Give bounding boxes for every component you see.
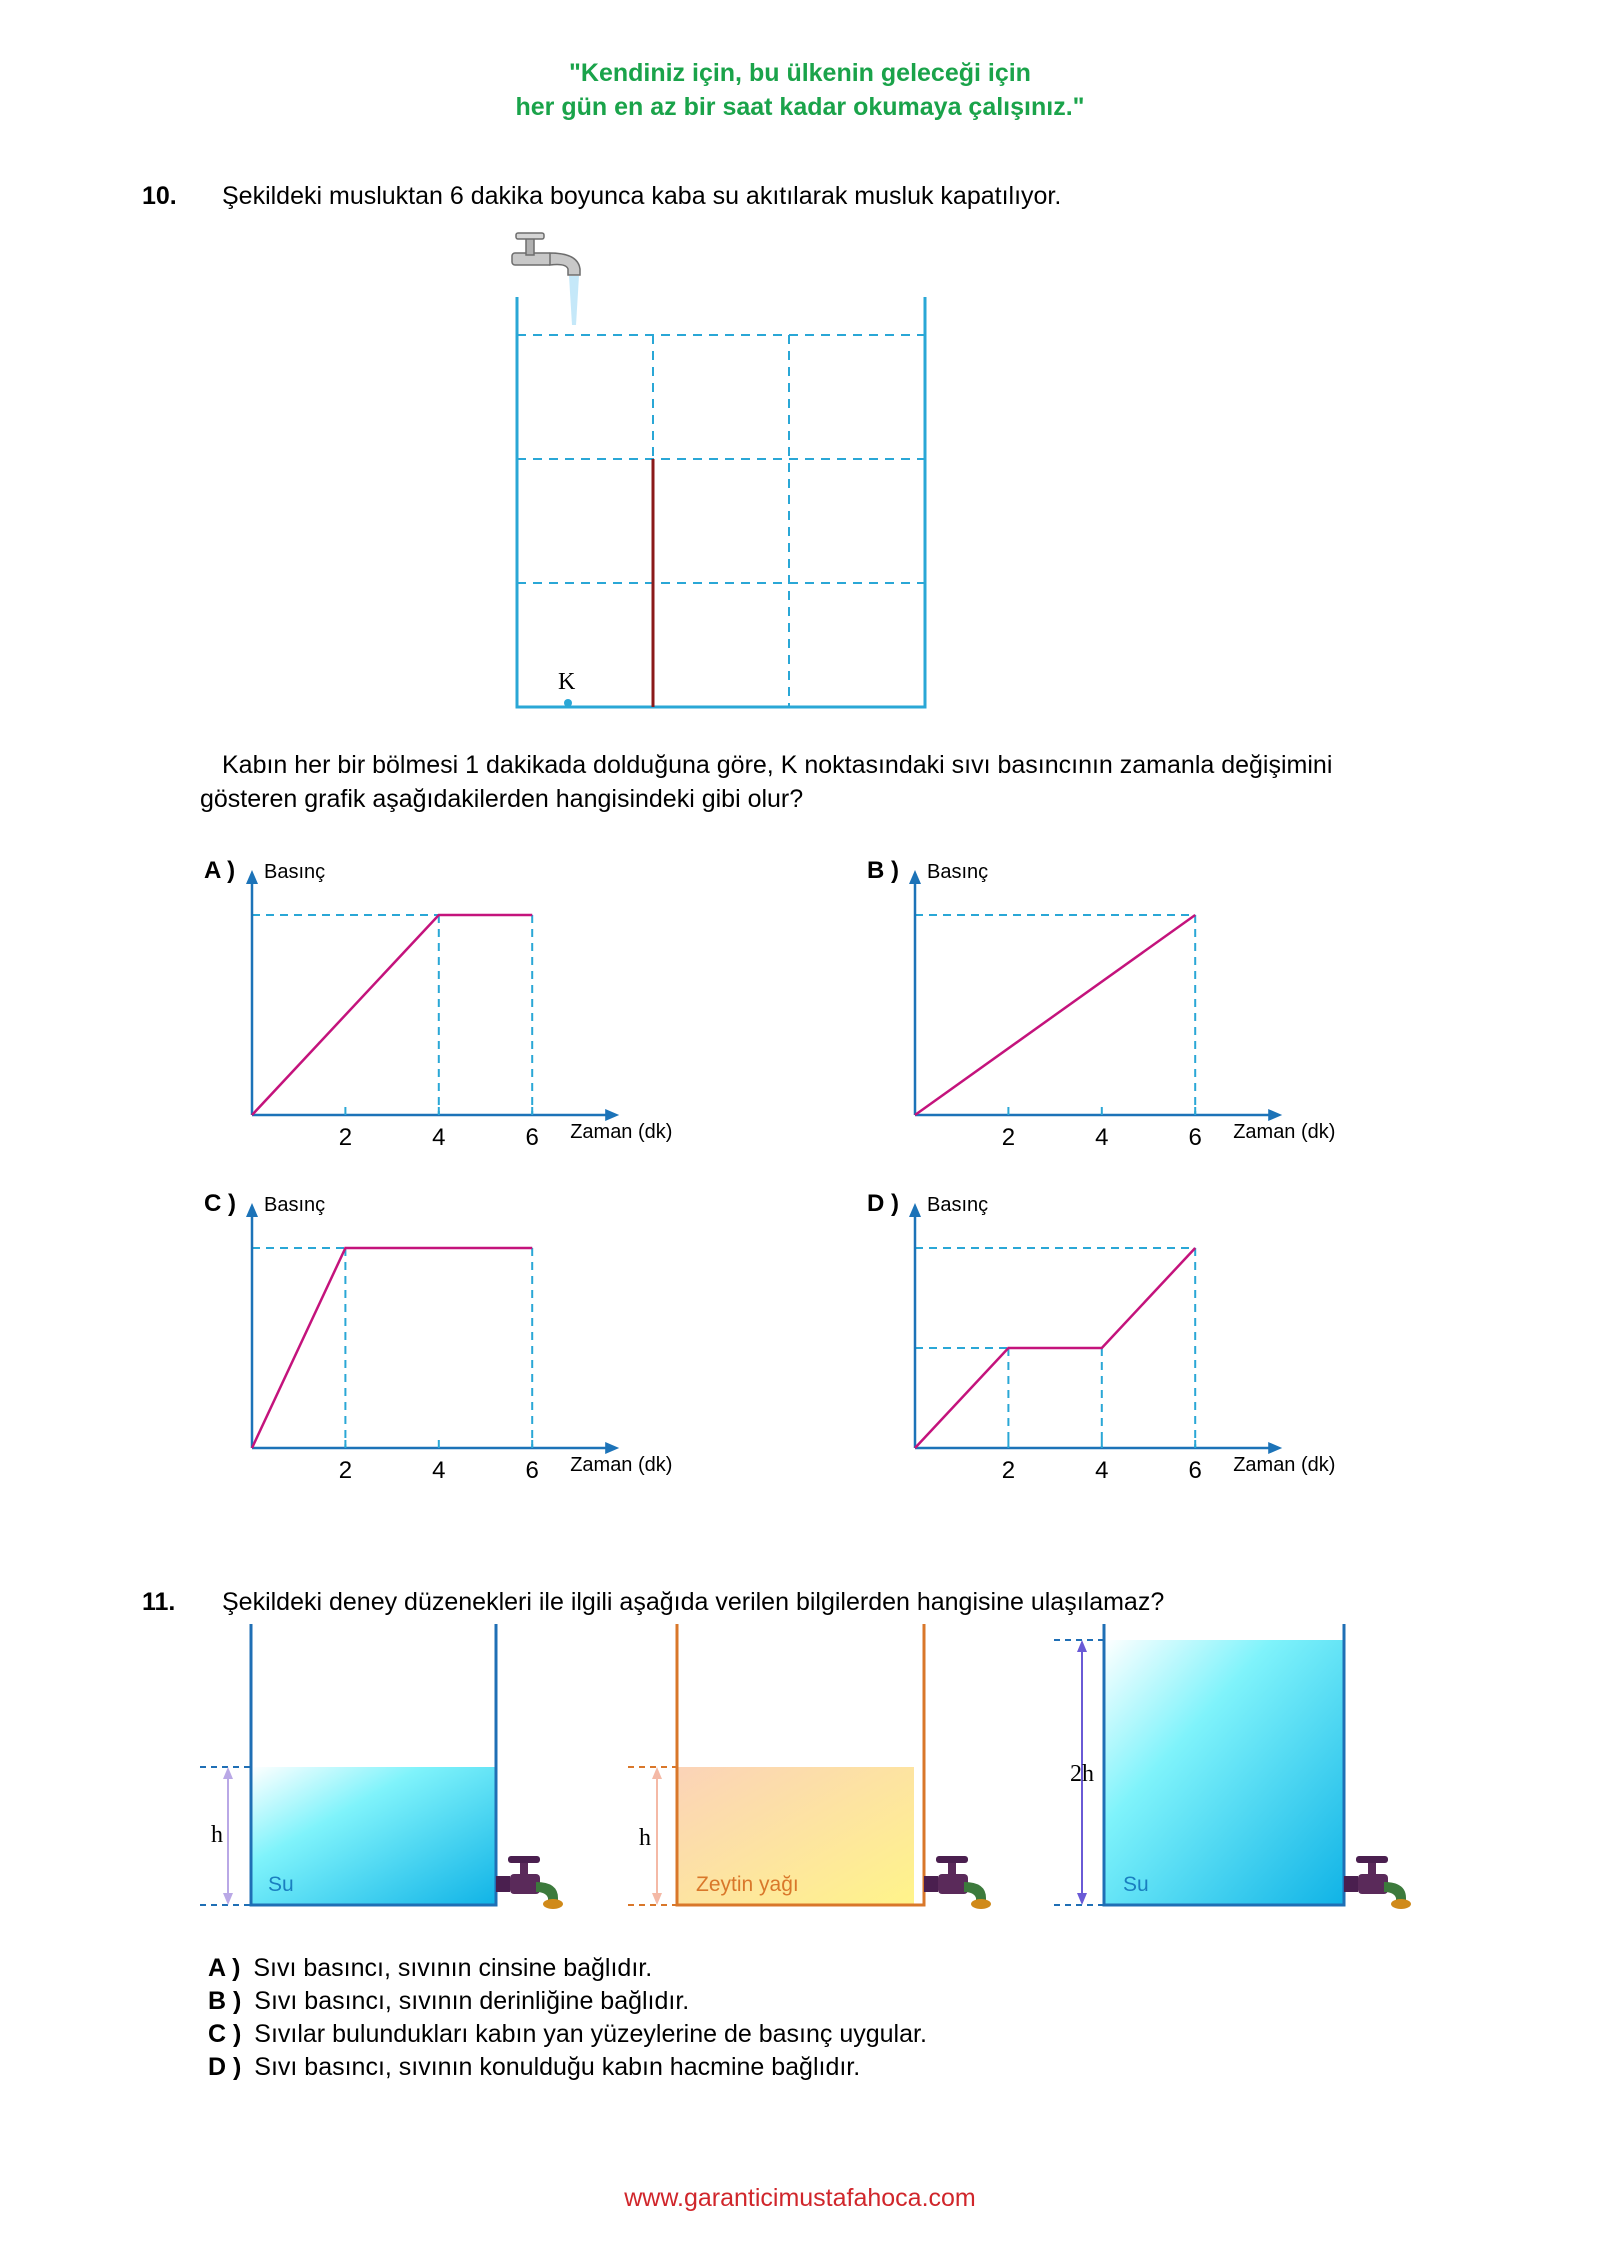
choice-letter: B ) [208, 1987, 242, 2015]
point-k-label: K [558, 669, 576, 695]
tap-icon [924, 1856, 991, 1909]
option-letter: D ) [867, 1190, 899, 1217]
choice-letter: C ) [208, 2020, 242, 2048]
container-outline [517, 297, 925, 707]
x-tick-label: 2 [1001, 1124, 1016, 1151]
x-axis-label: Zaman (dk) [570, 1454, 673, 1476]
setup-oil-h [628, 1624, 991, 1909]
x-axis-arrow [605, 1109, 619, 1121]
x-tick-label: 6 [525, 1457, 539, 1484]
x-tick-label: 6 [525, 1124, 539, 1151]
choice-d [208, 2051, 860, 2084]
x-axis-label: Zaman (dk) [1233, 1454, 1336, 1476]
pressure-line [252, 1248, 532, 1448]
experiment-setups [190, 1620, 1450, 1920]
x-axis-label: Zaman (dk) [570, 1121, 673, 1143]
choice-letter: A ) [208, 1954, 241, 1982]
y-axis-label: Basınç [927, 861, 989, 883]
y-axis-arrow [909, 870, 921, 884]
tap-icon [1344, 1856, 1411, 1909]
tap-icon [496, 1856, 563, 1909]
footer-url[interactable]: www.garanticimustafahoca.com [624, 2184, 976, 2212]
height-label-1: h [211, 1822, 223, 1848]
height-label-2: h [639, 1825, 651, 1851]
q11-number: 11. [142, 1588, 176, 1616]
x-tick-label: 6 [1188, 1124, 1202, 1151]
option-letter: C ) [204, 1190, 236, 1217]
q10-text: Şekildeki musluktan 6 dakika boyunca kaba su akıtılarak musluk kapatılıyor. [222, 182, 1062, 210]
graph-option-b [867, 857, 1335, 1151]
y-axis-arrow [246, 870, 258, 884]
setup-water-h [200, 1624, 563, 1909]
y-axis-arrow [909, 1203, 921, 1217]
option-letter: A ) [204, 857, 236, 884]
x-tick-label: 4 [1095, 1124, 1109, 1151]
x-tick-label: 4 [432, 1124, 446, 1151]
y-axis-label: Basınç [927, 1194, 989, 1216]
x-tick-label: 2 [338, 1457, 353, 1484]
graph-option-c [204, 1190, 672, 1484]
x-tick-label: 4 [432, 1457, 446, 1484]
x-tick-label: 2 [1001, 1457, 1016, 1484]
option-letter: B ) [867, 857, 899, 884]
choice-text: Sıvı basıncı, sıvının derinliğine bağlıdır. [254, 1987, 690, 2015]
x-axis-arrow [1268, 1442, 1282, 1454]
setup-water-2h [1054, 1624, 1411, 1909]
x-axis-arrow [1268, 1109, 1282, 1121]
q11-text: Şekildeki deney düzenekleri ile ilgili aşağıda verilen bilgilerden hangisine ulaşılamaz? [222, 1588, 1165, 1616]
graph-option-d [867, 1190, 1335, 1484]
choice-b [208, 1985, 689, 2018]
x-tick-label: 6 [1188, 1457, 1202, 1484]
y-axis-label: Basınç [264, 1194, 326, 1216]
choice-c [208, 2018, 927, 2051]
y-axis-label: Basınç [264, 861, 326, 883]
q10-prompt-line-2: gösteren grafik aşağıdakilerden hangisindeki gibi olur? [200, 785, 804, 813]
liquid-label-3: Su [1123, 1873, 1149, 1896]
x-tick-label: 2 [338, 1124, 353, 1151]
motto-line-1: "Kendiniz için, bu ülkenin geleceği için [569, 59, 1031, 87]
container-diagram [490, 225, 940, 715]
choice-text: Sıvı basıncı, sıvının cinsine bağlıdır. [253, 1954, 653, 1982]
y-axis-arrow [246, 1203, 258, 1217]
pressure-line [252, 915, 532, 1115]
pressure-line [915, 915, 1195, 1115]
liquid-label-2: Zeytin yağı [696, 1873, 799, 1896]
liquid-label-1: Su [268, 1873, 294, 1896]
x-tick-label: 4 [1095, 1457, 1109, 1484]
x-axis-label: Zaman (dk) [1233, 1121, 1336, 1143]
point-k [564, 699, 572, 707]
faucet-icon [512, 233, 580, 325]
choice-letter: D ) [208, 2053, 242, 2081]
height-label-3: 2h [1070, 1761, 1094, 1787]
graph-option-a [204, 857, 672, 1151]
x-axis-arrow [605, 1442, 619, 1454]
option-graphs [190, 840, 1490, 1500]
q10-number: 10. [142, 182, 177, 210]
motto-line-2: her gün en az bir saat kadar okumaya çalışınız." [515, 93, 1085, 121]
choice-text: Sıvılar bulundukları kabın yan yüzeylerine de basınç uygular. [254, 2020, 927, 2048]
choice-text: Sıvı basıncı, sıvının konulduğu kabın hacmine bağlıdır. [254, 2053, 861, 2081]
choice-a [208, 1952, 652, 1985]
q10-prompt-line-1: Kabın her bir bölmesi 1 dakikada dolduğuna göre, K noktasındaki sıvı basıncının zamanla değişimini [222, 751, 1333, 779]
